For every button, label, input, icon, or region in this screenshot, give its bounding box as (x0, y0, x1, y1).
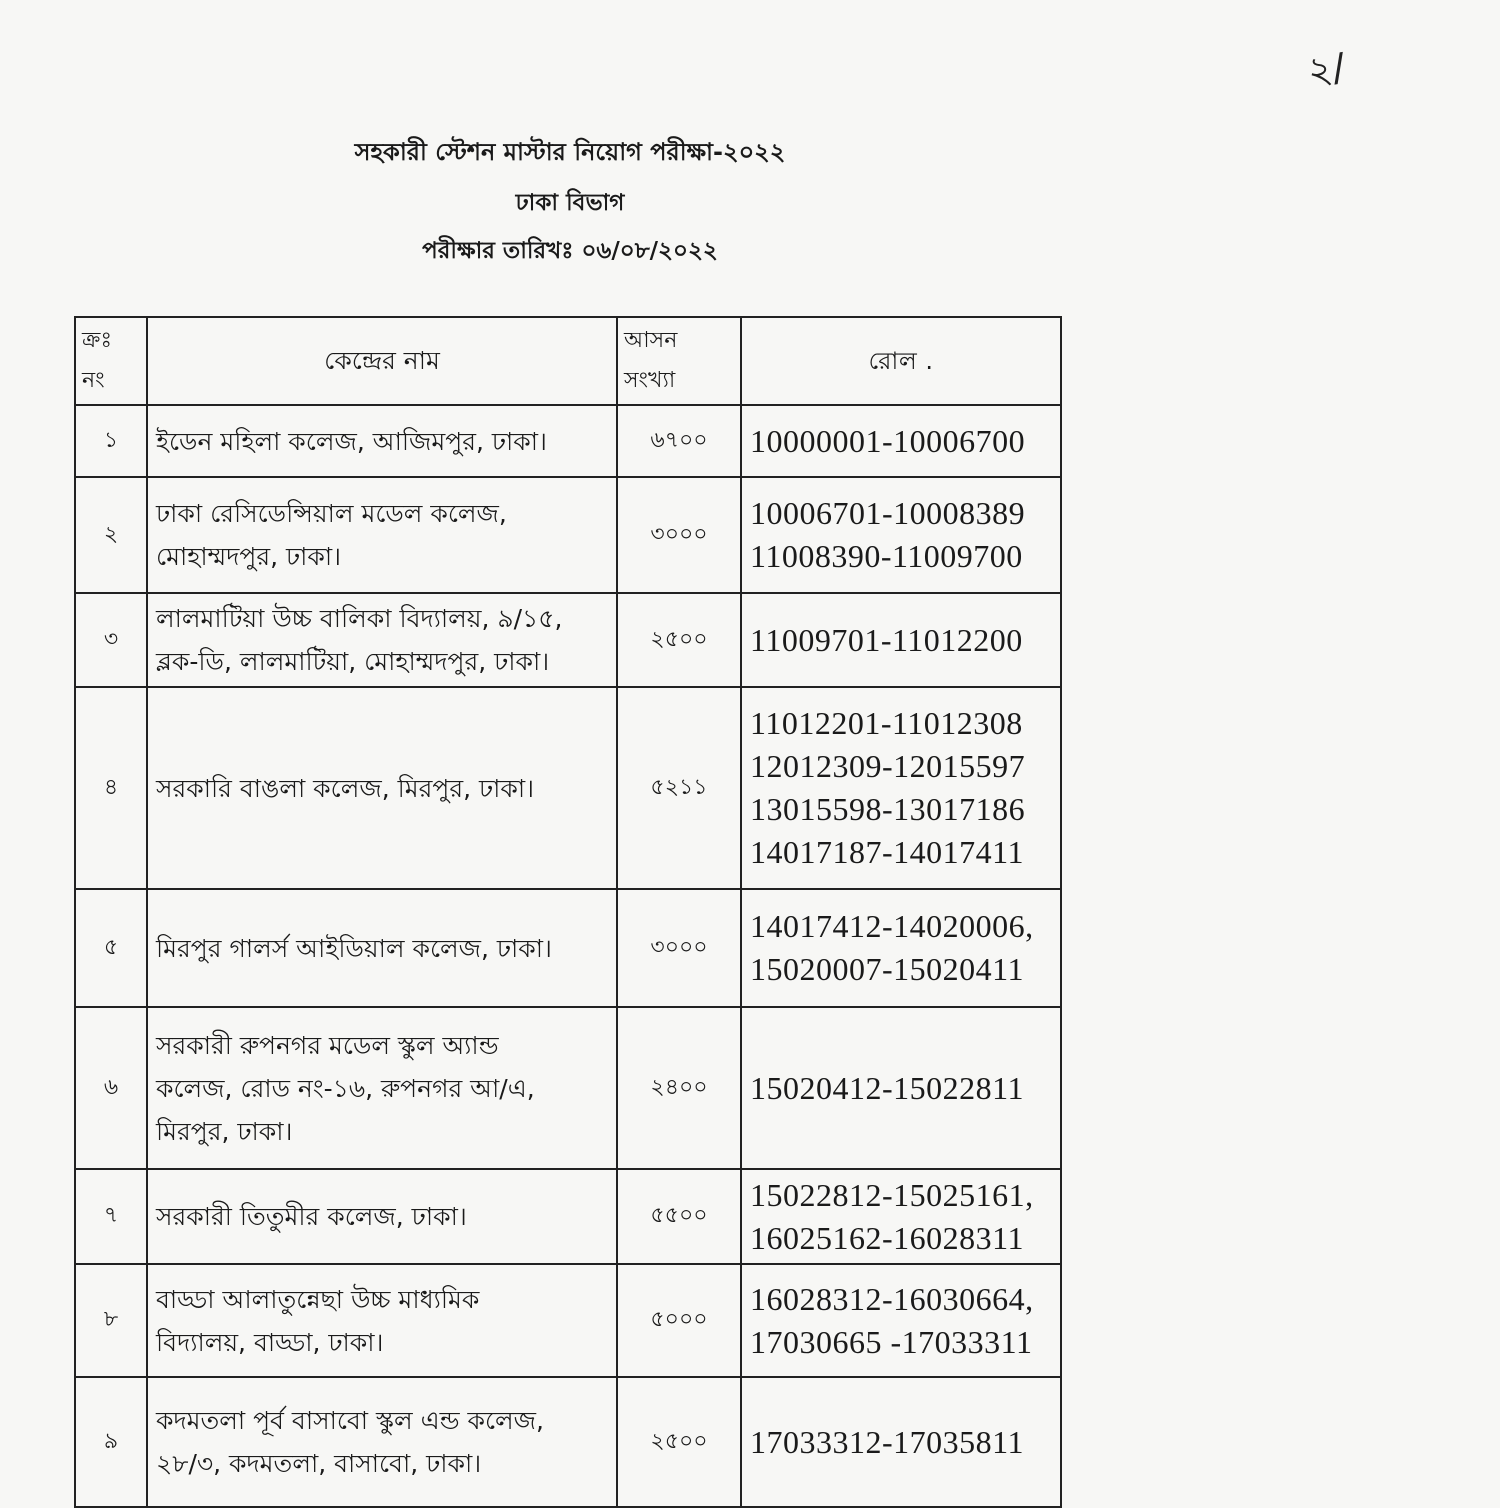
roll-range-line: 14017412-14020006, (750, 908, 1034, 944)
row-roll-range (741, 889, 1061, 1007)
row-roll-range (741, 1169, 1061, 1264)
table-row (75, 405, 1061, 477)
row-roll-range (741, 477, 1061, 593)
col-header-serial-line1: ক্রঃ (82, 328, 113, 353)
col-header-center-name: কেন্দ্রের নাম (147, 317, 617, 405)
center-name-line: সরকারী রুপনগর মডেল স্কুল অ্যান্ড (156, 1030, 499, 1060)
center-name-line: মিরপুর, ঢাকা। (156, 1116, 293, 1146)
roll-range-line: 15022812-15025161, (750, 1176, 1034, 1213)
row-seat-count: ৫০০০ (617, 1264, 741, 1377)
row-seat-count: ৫২১১ (617, 687, 741, 889)
row-center-name (147, 1264, 617, 1377)
col-header-seats-line1: আসন (624, 328, 678, 353)
roll-range-line: 10006701-10008389 (750, 495, 1026, 531)
row-roll-range (741, 1007, 1061, 1169)
row-serial: ৭ (75, 1169, 147, 1264)
row-serial: ৫ (75, 889, 147, 1007)
row-serial: ২ (75, 477, 147, 593)
center-name-line: বিদ্যালয়, বাড্ডা, ঢাকা। (156, 1327, 384, 1357)
roll-range-line: 17033312-17035811 (750, 1423, 1024, 1460)
center-name-line: মোহাম্মদপুর, ঢাকা। (156, 542, 342, 571)
roll-range-line: 14017187-14017411 (750, 834, 1024, 870)
row-roll-range (741, 1264, 1061, 1377)
row-center-name (147, 1169, 617, 1264)
center-name-line: কদমতলা পূর্ব বাসাবো স্কুল এন্ড কলেজ, (156, 1406, 544, 1435)
roll-range-line: 17030665 -17033311 (750, 1323, 1033, 1360)
center-name-line: সরকারি বাঙলা কলেজ, মিরপুর, ঢাকা। (156, 773, 535, 803)
row-serial: ৮ (75, 1264, 147, 1377)
row-roll-range (741, 593, 1061, 687)
center-name-line: ঢাকা রেসিডেন্সিয়াল মডেল কলেজ, (156, 499, 507, 528)
row-serial: ৪ (75, 687, 147, 889)
row-roll-range (741, 1377, 1061, 1507)
row-center-name (147, 477, 617, 593)
row-seat-count: ২৪০০ (617, 1007, 741, 1169)
row-seat-count: ৫৫০০ (617, 1169, 741, 1264)
center-name-line: ইডেন মহিলা কলেজ, আজিমপুর, ঢাকা। (156, 426, 547, 456)
col-header-serial-line2: নং (82, 368, 105, 393)
center-name-line: লালমাটিয়া উচ্চ বালিকা বিদ্যালয়, ৯/১৫, (156, 604, 563, 633)
row-serial: ৩ (75, 593, 147, 687)
row-serial: ৯ (75, 1377, 147, 1507)
table-header-row (75, 317, 1061, 405)
row-seat-count: ৩০০০ (617, 889, 741, 1007)
page-number-mark: ২/ (1304, 44, 1348, 94)
roll-range-line: 10000001-10006700 (750, 422, 1026, 459)
row-seat-count: ৬৭০০ (617, 405, 741, 477)
division-title: ঢাকা বিভাগ (515, 190, 625, 216)
roll-range-line: 11009701-11012200 (750, 621, 1023, 658)
roll-range-line: 11012201-11012308 (750, 705, 1023, 741)
table-row (75, 477, 1061, 593)
roll-range-line: 16028312-16030664, (750, 1280, 1034, 1317)
row-serial: ৬ (75, 1007, 147, 1169)
center-name-line: ২৮/৩, কদমতলা, বাসাবো, ঢাকা। (156, 1449, 482, 1478)
table-row (75, 1007, 1061, 1169)
row-center-name (147, 889, 617, 1007)
row-center-name (147, 687, 617, 889)
roll-range-line: 12012309-12015597 (750, 748, 1026, 784)
exam-date: পরীক্ষার তারিখঃ ০৬/০৮/২০২২ (422, 238, 718, 264)
row-seat-count: ২৫০০ (617, 1377, 741, 1507)
exam-title: সহকারী স্টেশন মাস্টার নিয়োগ পরীক্ষা-২০২২ (354, 138, 786, 166)
row-serial: ১ (75, 405, 147, 477)
exam-center-table (74, 316, 1062, 1508)
row-roll-range (741, 405, 1061, 477)
roll-range-line: 13015598-13017186 (750, 791, 1026, 827)
table-row (75, 1169, 1061, 1264)
center-name-line: মিরপুর গালর্স আইডিয়াল কলেজ, ঢাকা। (156, 933, 552, 963)
row-seat-count: ৩০০০ (617, 477, 741, 593)
roll-range-line: 15020412-15022811 (750, 1069, 1024, 1106)
col-header-seats (617, 317, 741, 405)
row-roll-range (741, 687, 1061, 889)
table-row (75, 1377, 1061, 1507)
row-center-name (147, 1377, 617, 1507)
col-header-roll: রোল . (741, 317, 1061, 405)
roll-range-line: 15020007-15020411 (750, 951, 1024, 987)
row-center-name (147, 405, 617, 477)
roll-range-line: 16025162-16028311 (750, 1219, 1024, 1256)
table-row (75, 1264, 1061, 1377)
row-center-name (147, 593, 617, 687)
row-center-name (147, 1007, 617, 1169)
table-row (75, 889, 1061, 1007)
table-row (75, 593, 1061, 687)
table-row (75, 687, 1061, 889)
center-name-line: ব্লক-ডি, লালমাটিয়া, মোহাম্মদপুর, ঢাকা। (156, 647, 550, 676)
col-header-seats-line2: সংখ্যা (624, 368, 676, 393)
center-name-line: বাড্ডা আলাতুন্নেছা উচ্চ মাধ্যমিক (156, 1284, 480, 1314)
col-header-serial (75, 317, 147, 405)
roll-range-line: 11008390-11009700 (750, 538, 1023, 574)
center-name-line: কলেজ, রোড নং-১৬, রুপনগর আ/এ, (156, 1073, 535, 1103)
center-name-line: সরকারী তিতুমীর কলেজ, ঢাকা। (156, 1202, 467, 1231)
row-seat-count: ২৫০০ (617, 593, 741, 687)
